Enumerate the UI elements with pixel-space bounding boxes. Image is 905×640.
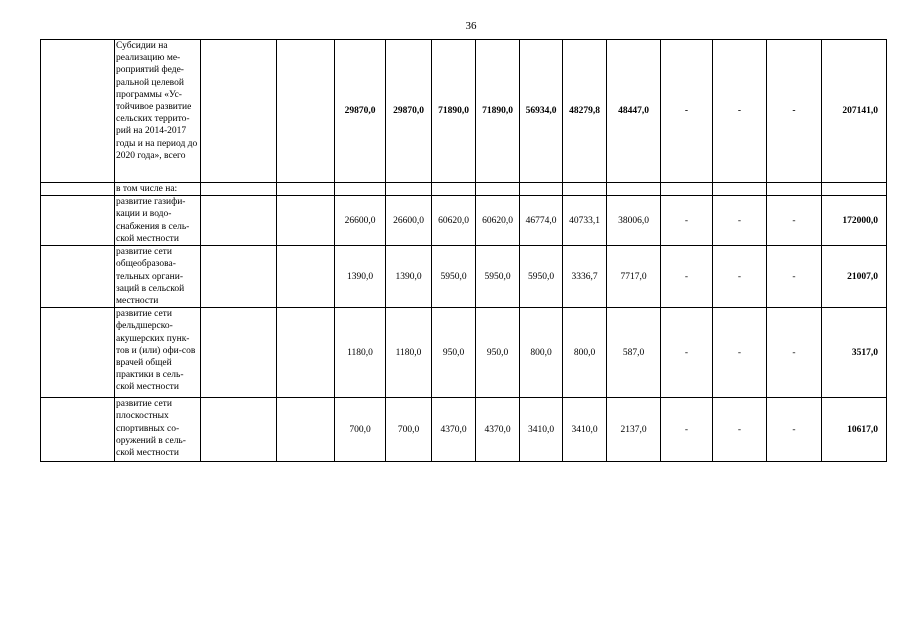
row-label: развитие сети общеобразова-тельных органи-заций в сельской местности — [115, 246, 201, 308]
value-cell: 26600,0 — [386, 196, 432, 246]
row-label: развитие сети фельдшерско-акушерских пунк-тов и (или) офи-сов врачей общей практики в сель-ской местности — [115, 308, 201, 398]
value-cell: 29870,0 — [386, 40, 432, 183]
empty-cell — [563, 183, 607, 196]
empty-cell — [607, 183, 661, 196]
budget-table — [40, 39, 887, 462]
page-number: 36 — [465, 20, 477, 32]
value-cell: 800,0 — [563, 308, 607, 398]
value-cell: - — [661, 246, 713, 308]
empty-cell — [277, 246, 335, 308]
value-cell: 950,0 — [432, 308, 476, 398]
row-number-cell — [41, 308, 115, 398]
value-cell: 40733,1 — [563, 196, 607, 246]
value-cell: 3336,7 — [563, 246, 607, 308]
value-cell: - — [661, 196, 713, 246]
total-cell: 10617,0 — [822, 398, 887, 462]
value-cell: 71890,0 — [432, 40, 476, 183]
value-cell: - — [767, 246, 822, 308]
value-cell: - — [713, 308, 767, 398]
value-cell: 7717,0 — [607, 246, 661, 308]
row-number-cell — [41, 40, 115, 183]
value-cell: 29870,0 — [335, 40, 386, 183]
value-cell: 46774,0 — [520, 196, 563, 246]
table-row-total-subsidies — [41, 40, 887, 183]
empty-cell — [201, 196, 277, 246]
empty-cell — [520, 183, 563, 196]
total-cell: 3517,0 — [822, 308, 887, 398]
value-cell: 26600,0 — [335, 196, 386, 246]
value-cell: 950,0 — [476, 308, 520, 398]
empty-cell — [277, 196, 335, 246]
empty-cell — [201, 183, 277, 196]
value-cell: 60620,0 — [432, 196, 476, 246]
value-cell: 700,0 — [386, 398, 432, 462]
total-cell: 207141,0 — [822, 40, 887, 183]
value-cell: 5950,0 — [476, 246, 520, 308]
empty-cell — [277, 183, 335, 196]
total-cell: 21007,0 — [822, 246, 887, 308]
row-number-cell — [41, 196, 115, 246]
row-number-cell — [41, 246, 115, 308]
value-cell: - — [767, 40, 822, 183]
table-row-medical-posts — [41, 308, 887, 398]
value-cell: 60620,0 — [476, 196, 520, 246]
table-row-subheader — [41, 183, 887, 196]
empty-cell — [432, 183, 476, 196]
value-cell: - — [713, 196, 767, 246]
empty-cell — [201, 40, 277, 183]
value-cell: - — [713, 398, 767, 462]
value-cell: 800,0 — [520, 308, 563, 398]
empty-cell — [476, 183, 520, 196]
value-cell: 700,0 — [335, 398, 386, 462]
value-cell: 1180,0 — [386, 308, 432, 398]
value-cell: - — [661, 398, 713, 462]
value-cell: 5950,0 — [520, 246, 563, 308]
total-cell: 172000,0 — [822, 196, 887, 246]
empty-cell — [277, 40, 335, 183]
value-cell: 38006,0 — [607, 196, 661, 246]
row-number-cell — [41, 183, 115, 196]
row-label: в том числе на: — [115, 183, 201, 196]
row-label: Субсидии на реализацию ме-роприятий феде-ральной целевой программы «Ус-тойчивое развитие сельских террито-рий на 2014-2017 годы и на период до 2020 года», всего — [115, 40, 201, 183]
value-cell: 1180,0 — [335, 308, 386, 398]
empty-cell — [277, 398, 335, 462]
value-cell: 3410,0 — [563, 398, 607, 462]
value-cell: - — [713, 246, 767, 308]
empty-cell — [277, 308, 335, 398]
value-cell: 48279,8 — [563, 40, 607, 183]
value-cell: 1390,0 — [335, 246, 386, 308]
value-cell: 4370,0 — [432, 398, 476, 462]
empty-cell — [386, 183, 432, 196]
value-cell: - — [661, 40, 713, 183]
value-cell: - — [661, 308, 713, 398]
value-cell: 48447,0 — [607, 40, 661, 183]
row-number-cell — [41, 398, 115, 462]
table-row-gasification — [41, 196, 887, 246]
value-cell: 587,0 — [607, 308, 661, 398]
table-row-sports-facilities — [41, 398, 887, 462]
row-label: развитие газифи-кации и водо-снабжения в сель-ской местности — [115, 196, 201, 246]
empty-cell — [201, 308, 277, 398]
value-cell: 71890,0 — [476, 40, 520, 183]
empty-cell — [767, 183, 822, 196]
row-label: развитие сети плоскостных спортивных со-оружений в сель-ской местности — [115, 398, 201, 462]
value-cell: - — [767, 398, 822, 462]
empty-cell — [335, 183, 386, 196]
value-cell: 56934,0 — [520, 40, 563, 183]
empty-cell — [822, 183, 887, 196]
empty-cell — [201, 398, 277, 462]
value-cell: - — [713, 40, 767, 183]
value-cell: 1390,0 — [386, 246, 432, 308]
value-cell: 5950,0 — [432, 246, 476, 308]
value-cell: 2137,0 — [607, 398, 661, 462]
value-cell: - — [767, 308, 822, 398]
value-cell: - — [767, 196, 822, 246]
value-cell: 3410,0 — [520, 398, 563, 462]
value-cell: 4370,0 — [476, 398, 520, 462]
empty-cell — [713, 183, 767, 196]
empty-cell — [661, 183, 713, 196]
empty-cell — [201, 246, 277, 308]
table-row-schools — [41, 246, 887, 308]
